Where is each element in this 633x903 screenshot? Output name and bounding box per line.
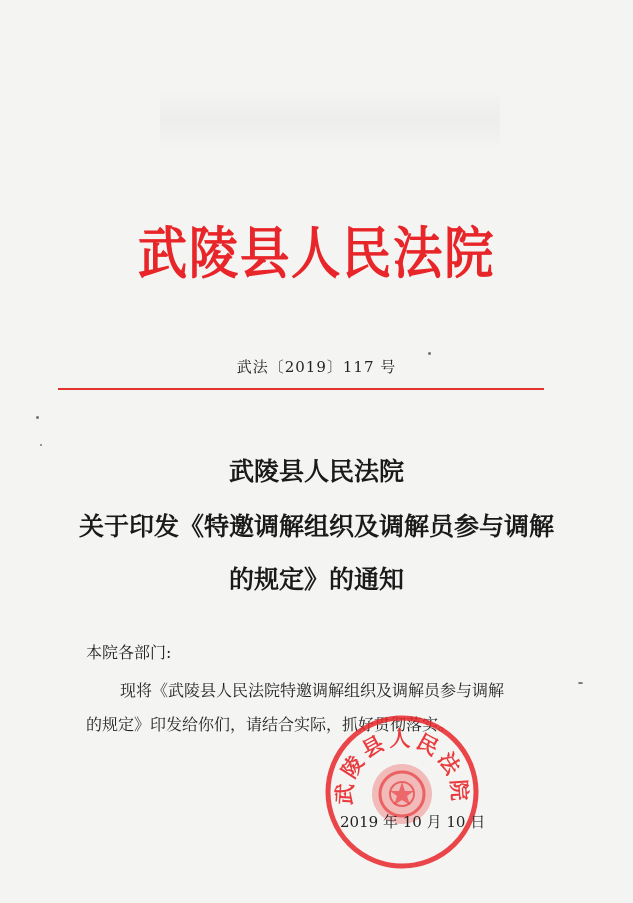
notice-title-line-1: 武陵县人民法院	[228, 457, 404, 486]
notice-title-line-3: 的规定》的通知	[228, 565, 404, 594]
body-text-line-1: 现将《武陵县人民法院特邀调解组织及调解员参与调解	[120, 681, 505, 700]
official-seal-stamp	[322, 712, 482, 872]
document-number: 武法〔2019〕117 号	[236, 358, 397, 376]
paper-speck	[578, 682, 583, 684]
paper-speck	[428, 352, 431, 355]
paper-speck	[40, 444, 42, 446]
red-divider-line	[58, 388, 544, 390]
seal-text: 武陵县人民法院	[332, 727, 472, 806]
notice-title-line-2: 关于印发《特邀调解组织及调解员参与调解	[78, 512, 554, 541]
bleed-through-shadow	[160, 90, 500, 150]
salutation: 本院各部门:	[86, 643, 172, 662]
paper-speck	[36, 416, 39, 419]
court-header-title: 武陵县人民法院	[137, 222, 496, 287]
issue-date: 2019 年 10 月 10 日	[340, 813, 486, 831]
body-text-line-2: 的规定》印发给你们，请结合实际，抓好贯彻落实。	[86, 715, 455, 734]
